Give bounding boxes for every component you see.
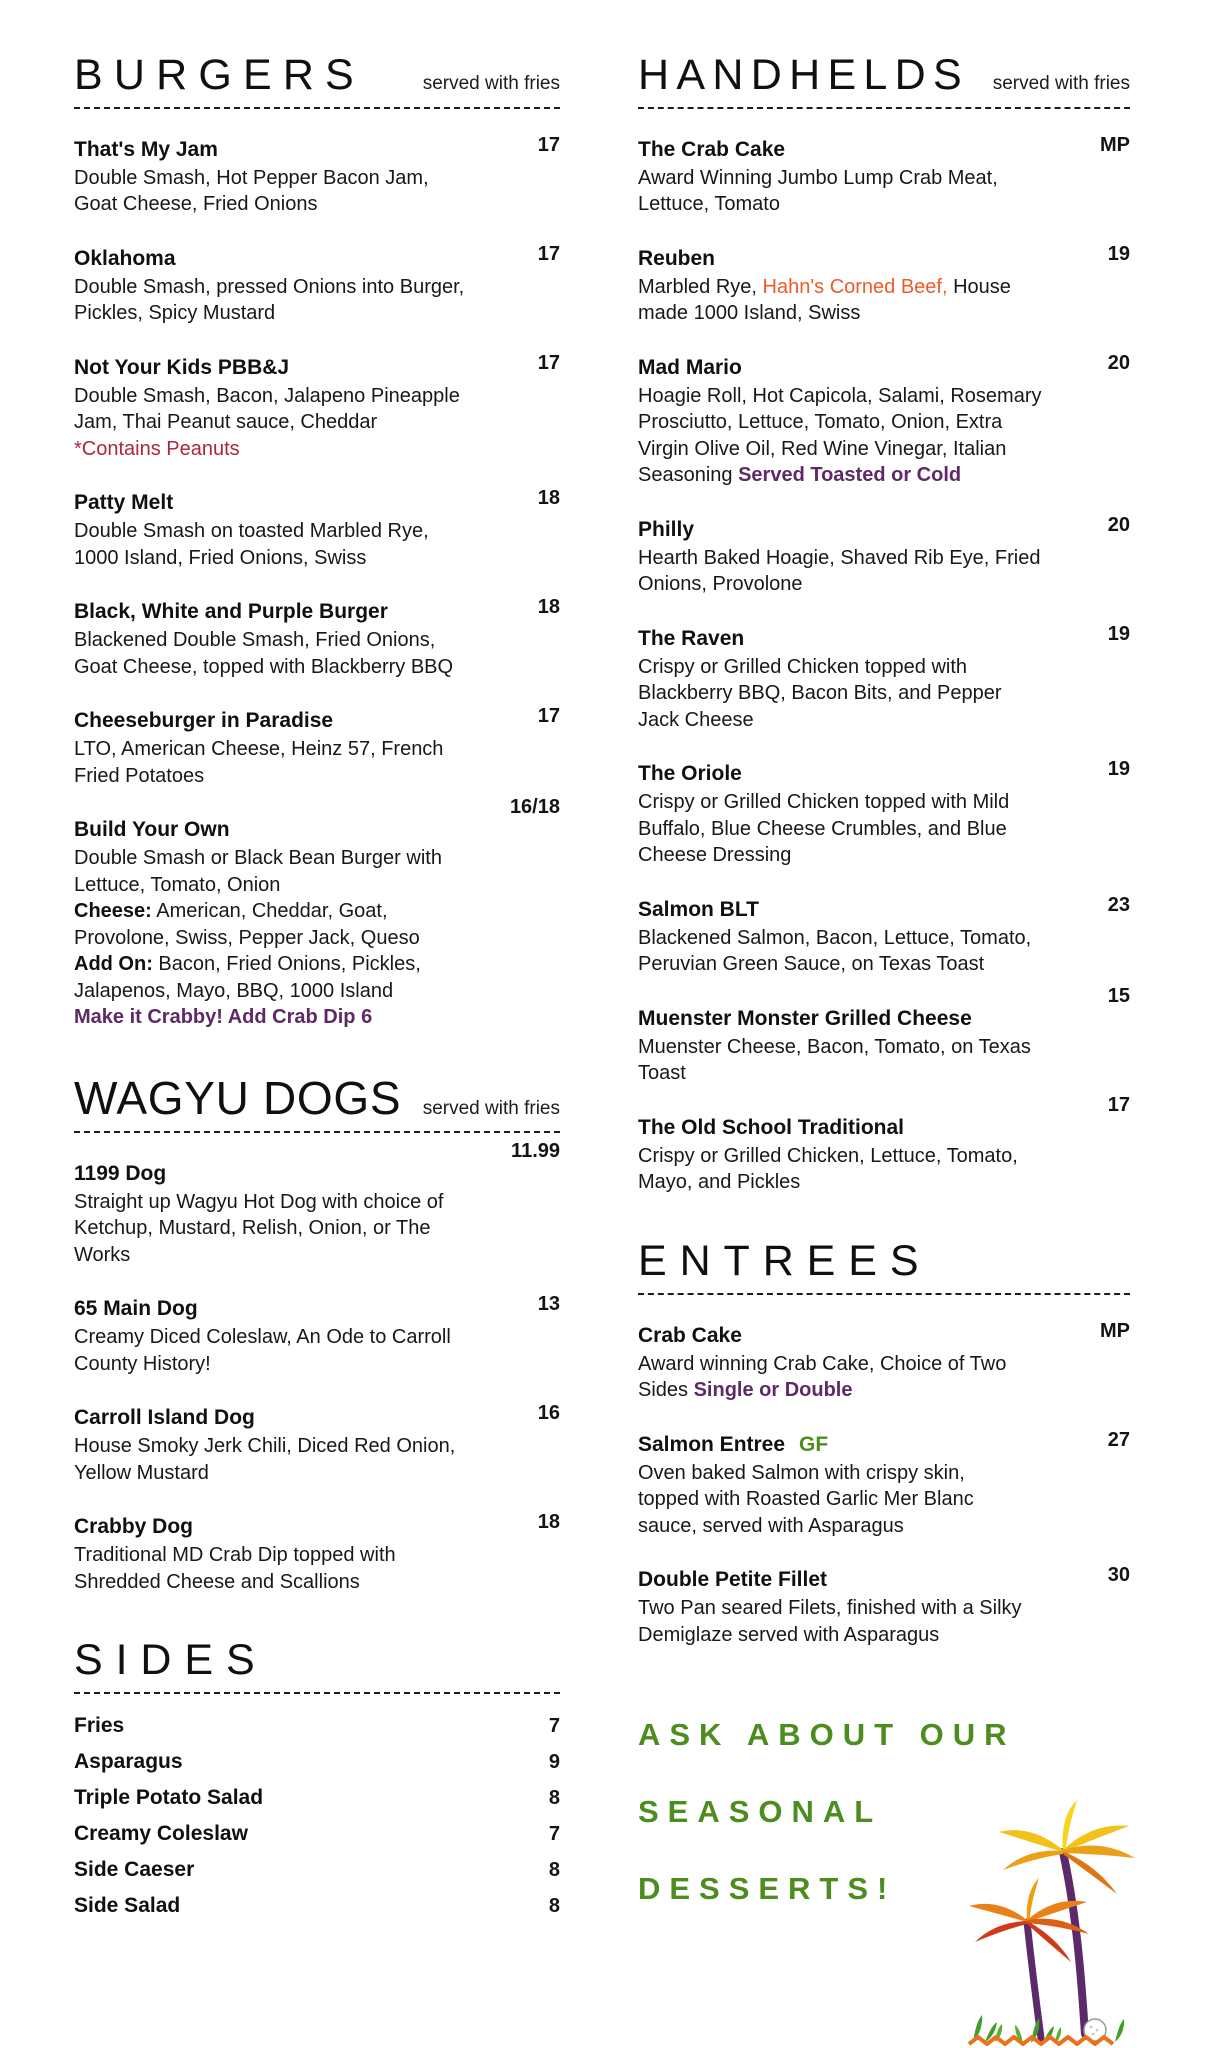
palm-trees-golf-illustration bbox=[935, 1796, 1140, 2046]
desc-text: Muenster Cheese, Bacon, Tomato, on Texas bbox=[638, 1035, 1031, 1058]
description-line bbox=[638, 165, 1130, 192]
item-header bbox=[638, 1428, 1130, 1457]
section-header bbox=[638, 1236, 1130, 1295]
item-description bbox=[74, 845, 560, 1031]
description-line bbox=[638, 789, 1130, 816]
item-name: Salmon Entree GF bbox=[638, 1432, 829, 1456]
description-line bbox=[74, 951, 560, 978]
bold-text: Add On: bbox=[74, 953, 153, 976]
item-description bbox=[638, 789, 1130, 869]
item-header bbox=[74, 705, 560, 733]
description-line bbox=[638, 1143, 1130, 1170]
desc-text: Crispy or Grilled Chicken topped with bbox=[638, 655, 968, 678]
item-price: 23 bbox=[1107, 893, 1130, 916]
description-line bbox=[74, 383, 560, 410]
description-line bbox=[74, 1242, 560, 1269]
menu-item-the-oriole bbox=[638, 758, 1130, 869]
item-header bbox=[638, 1319, 1130, 1348]
item-header bbox=[74, 487, 560, 515]
desc-text: Double Smash, Hot Pepper Bacon Jam, bbox=[74, 166, 429, 189]
section-title: WAGYU DOGS bbox=[74, 1071, 402, 1124]
item-price: 7 bbox=[548, 1715, 560, 1738]
item-price: 16 bbox=[537, 1402, 560, 1425]
item-description bbox=[638, 1034, 1130, 1087]
section-subtitle: served with fries bbox=[992, 73, 1130, 94]
section-header bbox=[74, 1636, 560, 1694]
description-line bbox=[74, 300, 560, 327]
item-name: The Old School Traditional bbox=[638, 1115, 905, 1139]
item-header bbox=[638, 242, 1130, 271]
description-line bbox=[638, 462, 1130, 489]
menu-column-right bbox=[638, 51, 1130, 2048]
promo-line: SEASONAL bbox=[638, 1794, 883, 1830]
description-line bbox=[638, 300, 1130, 327]
description-line bbox=[638, 951, 1130, 978]
item-header bbox=[638, 133, 1130, 162]
desc-text: Double Smash, pressed Onions into Burger, bbox=[74, 275, 465, 298]
desc-text: Cheese Dressing bbox=[638, 844, 792, 867]
description-line bbox=[74, 165, 560, 192]
item-description bbox=[74, 1324, 560, 1377]
section-subtitle: served with fries bbox=[422, 1097, 560, 1119]
menu-item-salmon-blt bbox=[638, 893, 1130, 978]
menu-column-left bbox=[74, 51, 560, 2048]
section-title: SIDES bbox=[74, 1636, 268, 1685]
item-description bbox=[638, 925, 1130, 978]
item-description bbox=[74, 1542, 560, 1595]
desc-text: Award Winning Jumbo Lump Crab Meat, bbox=[638, 166, 998, 189]
description-line bbox=[74, 1189, 560, 1216]
desc-text: Peruvian Green Sauce, on Texas Toast bbox=[638, 953, 985, 976]
item-price: 15 bbox=[1107, 984, 1130, 1007]
desc-text: topped with Roasted Garlic Mer Blanc bbox=[638, 1488, 974, 1511]
item-price: 9 bbox=[548, 1751, 560, 1774]
desc-text: House Smoky Jerk Chili, Diced Red Onion, bbox=[74, 1435, 456, 1458]
menu-item-side-salad bbox=[74, 1888, 560, 1924]
item-description bbox=[74, 627, 560, 680]
description-line bbox=[638, 680, 1130, 707]
description-line bbox=[638, 571, 1130, 598]
menu-item-crab-cake bbox=[638, 1319, 1130, 1404]
description-line bbox=[638, 707, 1130, 734]
description-line bbox=[638, 545, 1130, 572]
item-name: Triple Potato Salad bbox=[74, 1786, 264, 1810]
item-name: Side Caeser bbox=[74, 1858, 195, 1882]
item-name: Crabby Dog bbox=[74, 1515, 194, 1539]
description-line bbox=[74, 1324, 560, 1351]
desc-text: Blackberry BBQ, Bacon Bits, and Pepper bbox=[638, 682, 1002, 705]
menu-item-patty-melt bbox=[74, 487, 560, 571]
desc-text: Jam, Thai Peanut sauce, Cheddar bbox=[74, 411, 378, 434]
menu-item-65-main-dog bbox=[74, 1293, 560, 1377]
description-line bbox=[638, 1486, 1130, 1513]
item-description bbox=[74, 518, 560, 571]
menu-item-triple-potato-salad bbox=[74, 1780, 560, 1816]
description-line bbox=[74, 436, 560, 463]
desc-text: Virgin Olive Oil, Red Wine Vinegar, Italian bbox=[638, 437, 1007, 460]
menu-item-oklahoma bbox=[74, 242, 560, 327]
menu-item-build-your-own bbox=[74, 796, 560, 1031]
item-price: 20 bbox=[1107, 513, 1130, 536]
item-header bbox=[638, 1564, 1130, 1592]
desc-text: Goat Cheese, topped with Blackberry BBQ bbox=[74, 655, 454, 678]
description-line bbox=[74, 978, 560, 1005]
menu-section-sides bbox=[74, 1636, 560, 1924]
description-line bbox=[638, 1622, 1130, 1649]
item-header bbox=[74, 242, 560, 271]
item-name: Oklahoma bbox=[74, 246, 176, 270]
desc-text: Marbled Rye, bbox=[638, 275, 763, 298]
item-price: 16/18 bbox=[509, 796, 560, 819]
item-description bbox=[638, 383, 1130, 489]
item-price: 18 bbox=[537, 487, 560, 510]
menu-item-reuben bbox=[638, 242, 1130, 327]
description-line bbox=[74, 1433, 560, 1460]
menu-item-black-white-and-purple-burger bbox=[74, 596, 560, 680]
item-price: 8 bbox=[548, 1859, 560, 1882]
menu-item-not-your-kids-pbb-j bbox=[74, 351, 560, 463]
purple-text: Make it Crabby! Add Crab Dip 6 bbox=[74, 1006, 373, 1029]
description-line bbox=[74, 1460, 560, 1487]
item-price: 19 bbox=[1107, 242, 1130, 265]
menu-item-the-raven bbox=[638, 622, 1130, 734]
description-line bbox=[74, 1004, 560, 1031]
section-title: BURGERS bbox=[74, 51, 365, 99]
item-price: 17 bbox=[537, 351, 560, 374]
desc-text: Provolone, Swiss, Pepper Jack, Queso bbox=[74, 926, 420, 949]
item-header bbox=[74, 133, 560, 162]
item-name: Asparagus bbox=[74, 1750, 183, 1774]
item-name: Mad Mario bbox=[638, 355, 742, 379]
section-header bbox=[74, 51, 560, 109]
desc-text: Prosciutto, Lettuce, Tomato, Onion, Extra bbox=[638, 411, 1003, 434]
item-name: Not Your Kids PBB&J bbox=[74, 355, 290, 379]
desc-text: Toast bbox=[638, 1062, 686, 1085]
description-line bbox=[638, 1513, 1130, 1540]
description-line bbox=[638, 1377, 1130, 1404]
item-name: Black, White and Purple Burger bbox=[74, 600, 388, 624]
menu-item-crabby-dog bbox=[74, 1511, 560, 1595]
desc-text: Jack Cheese bbox=[638, 708, 754, 731]
desc-text: Buffalo, Blue Cheese Crumbles, and Blue bbox=[638, 817, 1007, 840]
item-price: 17 bbox=[537, 242, 560, 265]
description-line bbox=[74, 191, 560, 218]
item-name: Double Petite Fillet bbox=[638, 1568, 828, 1592]
desc-text: House bbox=[947, 275, 1011, 298]
item-header bbox=[74, 1511, 560, 1539]
section-subtitle: served with fries bbox=[422, 73, 560, 94]
item-name: Build Your Own bbox=[74, 818, 230, 842]
item-header bbox=[74, 796, 560, 842]
description-line bbox=[638, 1169, 1130, 1196]
description-line bbox=[74, 274, 560, 301]
menu-section-entrees bbox=[638, 1236, 1130, 1648]
item-name: Creamy Coleslaw bbox=[74, 1822, 248, 1846]
desc-text: Hearth Baked Hoagie, Shaved Rib Eye, Fried bbox=[638, 546, 1041, 569]
item-name: Salmon BLT bbox=[638, 897, 759, 921]
item-header bbox=[74, 351, 560, 380]
desc-text: made 1000 Island, Swiss bbox=[638, 302, 861, 325]
item-name: Patty Melt bbox=[74, 491, 174, 515]
menu-item-carroll-island-dog bbox=[74, 1402, 560, 1486]
description-line bbox=[74, 872, 560, 899]
description-line bbox=[74, 1215, 560, 1242]
item-header bbox=[74, 1293, 560, 1321]
desc-text: Sides bbox=[638, 1379, 694, 1402]
item-price: 8 bbox=[548, 1787, 560, 1810]
desc-text: Shredded Cheese and Scallions bbox=[74, 1570, 360, 1593]
desc-text: Fried Potatoes bbox=[74, 764, 205, 787]
menu-item-1199-dog bbox=[74, 1139, 560, 1269]
description-line bbox=[74, 1351, 560, 1378]
item-name: Philly bbox=[638, 517, 695, 541]
item-name: Crab Cake bbox=[638, 1323, 742, 1347]
menu-item-fries bbox=[74, 1708, 560, 1744]
item-name: 1199 Dog bbox=[74, 1161, 167, 1185]
description-line bbox=[74, 898, 560, 925]
item-description bbox=[74, 383, 560, 463]
item-description bbox=[638, 1460, 1130, 1540]
item-header bbox=[74, 596, 560, 624]
item-price: 17 bbox=[537, 705, 560, 728]
desc-text: Crispy or Grilled Chicken topped with Mild bbox=[638, 791, 1010, 814]
item-name: Reuben bbox=[638, 246, 716, 270]
item-price: 7 bbox=[548, 1823, 560, 1846]
desc-text: Straight up Wagyu Hot Dog with choice of bbox=[74, 1190, 444, 1213]
description-line bbox=[74, 654, 560, 681]
menu-item-the-crab-cake bbox=[638, 133, 1130, 218]
item-price: 20 bbox=[1107, 351, 1130, 374]
menu-section-burgers bbox=[74, 51, 560, 1031]
purple-text: Single or Double bbox=[693, 1379, 853, 1402]
item-price: 19 bbox=[1107, 758, 1130, 781]
item-description bbox=[74, 736, 560, 789]
description-line bbox=[638, 1060, 1130, 1087]
desc-text: American, Cheddar, Goat, bbox=[151, 900, 388, 923]
item-description bbox=[74, 1189, 560, 1269]
item-description bbox=[638, 654, 1130, 734]
item-price: 19 bbox=[1107, 622, 1130, 645]
desc-text: Jalapenos, Mayo, BBQ, 1000 Island bbox=[74, 979, 394, 1002]
menu-item-muenster-monster-grilled-cheese bbox=[638, 984, 1130, 1087]
description-line bbox=[74, 518, 560, 545]
item-price: 11.99 bbox=[511, 1139, 560, 1162]
item-price: 18 bbox=[537, 596, 560, 619]
item-name: Muenster Monster Grilled Cheese bbox=[638, 1006, 972, 1030]
section-header bbox=[638, 51, 1130, 109]
item-header bbox=[638, 1093, 1130, 1140]
desc-text: Creamy Diced Coleslaw, An Ode to Carroll bbox=[74, 1326, 451, 1349]
desc-text: Onions, Provolone bbox=[638, 573, 803, 596]
item-price: 17 bbox=[1107, 1093, 1130, 1116]
desc-text: Blackened Salmon, Bacon, Lettuce, Tomato, bbox=[638, 926, 1032, 949]
item-description bbox=[74, 1433, 560, 1486]
desc-text: Demiglaze served with Asparagus bbox=[638, 1623, 940, 1646]
desc-text: Pickles, Spicy Mustard bbox=[74, 302, 276, 325]
item-description bbox=[74, 165, 560, 218]
item-name: The Oriole bbox=[638, 762, 742, 786]
description-line bbox=[638, 654, 1130, 681]
desc-text: Double Smash or Black Bean Burger with bbox=[74, 847, 442, 870]
item-header bbox=[638, 758, 1130, 786]
item-price: MP bbox=[1100, 1319, 1130, 1342]
description-line bbox=[638, 1351, 1130, 1378]
description-line bbox=[74, 925, 560, 952]
item-description bbox=[638, 1351, 1130, 1404]
menu-item-mad-mario bbox=[638, 351, 1130, 489]
item-name: Side Salad bbox=[74, 1894, 181, 1918]
description-line bbox=[74, 409, 560, 436]
menu-item-cheeseburger-in-paradise bbox=[74, 705, 560, 789]
menu-item-salmon-entree bbox=[638, 1428, 1130, 1540]
item-badge: GF bbox=[799, 1432, 829, 1456]
item-price: 17 bbox=[537, 133, 560, 156]
desc-text: County History! bbox=[74, 1352, 211, 1375]
desc-text: Two Pan seared Filets, finished with a Silky bbox=[638, 1597, 1022, 1620]
item-header bbox=[74, 1402, 560, 1430]
desc-text: Seasoning bbox=[638, 464, 739, 487]
item-header bbox=[638, 513, 1130, 542]
description-line bbox=[74, 545, 560, 572]
item-name: The Crab Cake bbox=[638, 137, 786, 161]
item-name: Cheeseburger in Paradise bbox=[74, 709, 334, 733]
desc-text: sauce, served with Asparagus bbox=[638, 1514, 904, 1537]
desc-text: Blackened Double Smash, Fried Onions, bbox=[74, 629, 436, 652]
desc-text: Traditional MD Crab Dip topped with bbox=[74, 1544, 396, 1567]
description-line bbox=[638, 436, 1130, 463]
description-line bbox=[638, 383, 1130, 410]
item-description bbox=[638, 1143, 1130, 1196]
item-name: Carroll Island Dog bbox=[74, 1406, 255, 1430]
item-name: The Raven bbox=[638, 626, 745, 650]
item-name: That's My Jam bbox=[74, 137, 218, 161]
section-title: ENTREES bbox=[638, 1236, 932, 1285]
desc-text: LTO, American Cheese, Heinz 57, French bbox=[74, 738, 444, 761]
menu-section-wagyu-dogs bbox=[74, 1071, 560, 1595]
menu-item-side-caeser bbox=[74, 1852, 560, 1888]
menu-item-that-s-my-jam bbox=[74, 133, 560, 218]
desc-text: Yellow Mustard bbox=[74, 1461, 209, 1484]
desc-text: Bacon, Fried Onions, Pickles, bbox=[152, 953, 421, 976]
desc-text: Hoagie Roll, Hot Capicola, Salami, Rosemary bbox=[638, 384, 1042, 407]
promo-line: ASK ABOUT OUR bbox=[638, 1717, 1016, 1753]
description-line bbox=[74, 627, 560, 654]
description-line bbox=[74, 845, 560, 872]
item-description bbox=[74, 274, 560, 327]
item-price: 8 bbox=[548, 1895, 560, 1918]
item-description bbox=[638, 165, 1130, 218]
menu-item-the-old-school-traditional bbox=[638, 1093, 1130, 1196]
item-name: 65 Main Dog bbox=[74, 1297, 198, 1321]
menu-item-philly bbox=[638, 513, 1130, 598]
item-price: 18 bbox=[537, 1511, 560, 1534]
item-price: 27 bbox=[1107, 1428, 1130, 1451]
description-line bbox=[74, 763, 560, 790]
desc-text: Works bbox=[74, 1243, 131, 1266]
description-line bbox=[638, 274, 1130, 301]
desc-text: Crispy or Grilled Chicken, Lettuce, Tomato, bbox=[638, 1144, 1018, 1167]
sides-list bbox=[74, 1708, 560, 1924]
description-line bbox=[74, 736, 560, 763]
description-line bbox=[638, 409, 1130, 436]
menu-section-handhelds bbox=[638, 51, 1130, 1196]
description-line bbox=[638, 816, 1130, 843]
item-description bbox=[638, 274, 1130, 327]
desc-text: Goat Cheese, Fried Onions bbox=[74, 193, 318, 216]
item-price: 13 bbox=[537, 1293, 560, 1316]
description-line bbox=[74, 1542, 560, 1569]
item-header bbox=[638, 622, 1130, 651]
description-line bbox=[638, 925, 1130, 952]
description-line bbox=[638, 842, 1130, 869]
menu-item-asparagus bbox=[74, 1744, 560, 1780]
menu-item-creamy-coleslaw bbox=[74, 1816, 560, 1852]
item-header bbox=[638, 984, 1130, 1031]
orange-text: Hahn's Corned Beef, bbox=[762, 275, 948, 298]
item-name: Fries bbox=[74, 1714, 125, 1738]
desc-text: Oven baked Salmon with crispy skin, bbox=[638, 1461, 965, 1484]
bold-text: Cheese: bbox=[74, 900, 152, 923]
desc-text: Lettuce, Tomato, Onion bbox=[74, 873, 281, 896]
item-price: 30 bbox=[1107, 1564, 1130, 1587]
description-line bbox=[638, 1460, 1130, 1487]
item-description bbox=[638, 1595, 1130, 1648]
desc-text: Award winning Crab Cake, Choice of Two bbox=[638, 1352, 1007, 1375]
promo-line: DESSERTS! bbox=[638, 1871, 897, 1907]
desc-text: Double Smash on toasted Marbled Rye, bbox=[74, 520, 429, 543]
item-description bbox=[638, 545, 1130, 598]
description-line bbox=[638, 1595, 1130, 1622]
red-text: *Contains Peanuts bbox=[74, 437, 240, 460]
seasonal-desserts-promo bbox=[638, 1696, 1130, 2048]
desc-text: Mayo, and Pickles bbox=[638, 1171, 801, 1194]
description-line bbox=[74, 1569, 560, 1596]
section-title: HANDHELDS bbox=[638, 51, 970, 99]
item-header bbox=[638, 351, 1130, 380]
desc-text: 1000 Island, Fried Onions, Swiss bbox=[74, 546, 367, 569]
desc-text: Double Smash, Bacon, Jalapeno Pineapple bbox=[74, 384, 460, 407]
item-price: MP bbox=[1100, 133, 1130, 156]
description-line bbox=[638, 1034, 1130, 1061]
item-header bbox=[638, 893, 1130, 922]
section-header bbox=[74, 1071, 560, 1133]
menu-right-sections bbox=[638, 51, 1130, 1648]
item-header bbox=[74, 1139, 560, 1186]
desc-text: Lettuce, Tomato bbox=[638, 193, 780, 216]
desc-text: Ketchup, Mustard, Relish, Onion, or The bbox=[74, 1217, 431, 1240]
purple-text: Served Toasted or Cold bbox=[738, 464, 962, 487]
description-line bbox=[638, 191, 1130, 218]
menu-item-double-petite-fillet bbox=[638, 1564, 1130, 1648]
